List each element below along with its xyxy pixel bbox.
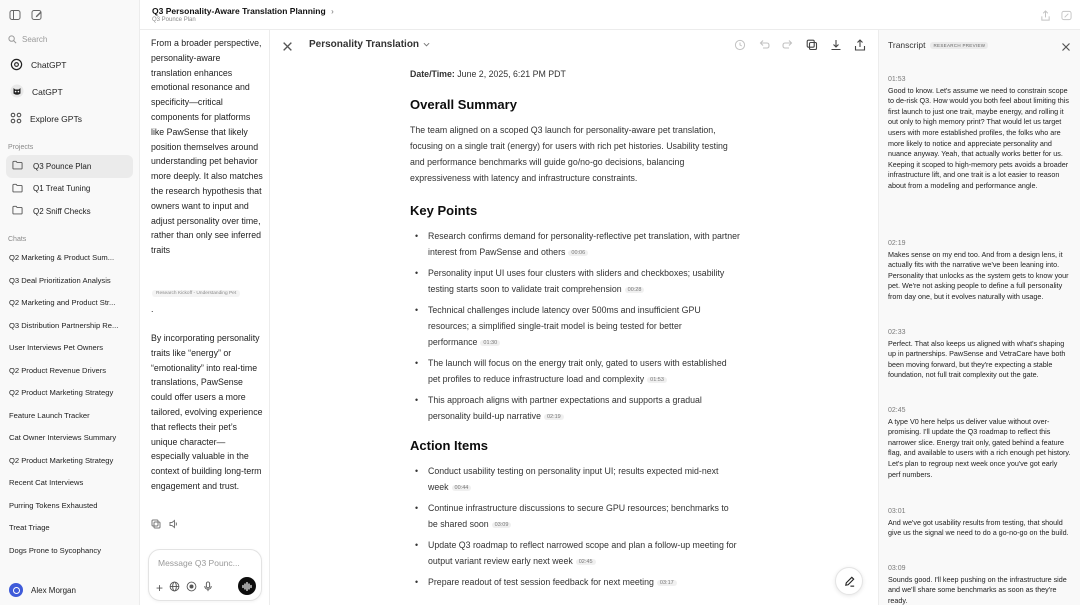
record-icon[interactable]	[186, 579, 197, 597]
grid-icon	[10, 112, 22, 126]
chat-history-item[interactable]: Q2 Product Revenue Drivers	[9, 365, 107, 375]
segment-timestamp[interactable]: 02:33	[888, 329, 906, 336]
folder-icon	[12, 205, 23, 217]
chat-history-item[interactable]: Q2 Marketing and Product Str...	[9, 298, 116, 308]
sidebar-item-label: ChatGPT	[31, 60, 67, 70]
project-item-q3-pounce-plan[interactable]	[6, 155, 133, 178]
voice-mode-button[interactable]	[238, 577, 256, 595]
transcript-title: Transcript	[888, 40, 926, 50]
segment-timestamp[interactable]: 03:09	[888, 565, 906, 572]
datetime-value: June 2, 2025, 6:21 PM PDT	[457, 69, 566, 79]
chat-history-item[interactable]: Q2 Product Marketing Strategy	[9, 388, 114, 398]
key-point-text: Personality input UI uses four clusters with sliders and checkboxes; usability testing starts soon to validate trait comprehension	[428, 268, 725, 294]
microphone-icon[interactable]	[203, 579, 213, 597]
header-actions	[1040, 8, 1072, 26]
segment-text: Makes sense on my end too. And from a design lens, it actually fits with the narrative we've been leaning into. Personality that unlocks as the system gets to know your pet. We're not asking people to define a full personality from day one, but it evolves naturally with usage.	[888, 249, 1069, 301]
key-point-text: The launch will focus on the energy trait only, gated to users with established pet profiles to reduce infrastructure load and complexity	[428, 358, 727, 384]
segment-timestamp[interactable]: 02:45	[888, 407, 906, 414]
avatar	[9, 583, 23, 597]
user-name: Alex Morgan	[31, 585, 76, 595]
cat-avatar-icon	[10, 84, 24, 100]
transcript-segment	[888, 507, 1071, 539]
canvas-toolbar	[734, 38, 866, 56]
sidebar-search[interactable]	[0, 30, 139, 48]
chat-history-item[interactable]: Dogs Prone to Sycophancy	[9, 545, 102, 555]
download-icon[interactable]	[830, 38, 842, 56]
canvas-title[interactable]	[309, 39, 430, 50]
key-point-text: Research confirms demand for personality-reflective pet translation, with partner interest from PawSense and others	[428, 231, 740, 257]
copy-icon[interactable]	[806, 38, 818, 56]
timestamp-chip[interactable]: 01:53	[647, 377, 667, 383]
chat-history-item[interactable]: Recent Cat Interviews	[9, 478, 84, 488]
chevron-right-icon: ›	[331, 6, 334, 16]
segment-text: Perfect. That also keeps us aligned with what's shaping up in partnerships. PawSense and VetraCare have both been moving forward, but they're expecting a stable foundation, not full trait complexity out the gate.	[888, 338, 1066, 380]
chat-history-item[interactable]: Feature Launch Tracker	[9, 410, 90, 420]
canvas-panel	[270, 30, 878, 605]
transcript-segment	[888, 564, 1071, 605]
plus-icon[interactable]: +	[156, 581, 164, 595]
page-title-text: Q3 Personality-Aware Translation Planning	[152, 6, 326, 16]
timestamp-chip[interactable]: 00:44	[452, 485, 472, 491]
message-composer[interactable]	[148, 549, 262, 601]
sidebar-item-catgpt[interactable]	[0, 79, 139, 105]
message-actions	[151, 516, 179, 534]
segment-text: A type V0 here helps us deliver value without over-promising. I'll update the Q3 roadmap to reflect this narrower slice. Energy trait only, gated behind a feature flag, and available to users with a rich enough pet history. Let's plan to regroup next week once you've got early perf numbers.	[888, 416, 1071, 479]
transcript-panel	[878, 30, 1080, 605]
assistant-message-paragraph: By incorporating personality traits like “energy” or “emotionality” into real-time translations, PawSense could offer users a more tailored, evolving experience that reflects their pet’s unique character—especially valuable in the context of building long-term engagement and trust.	[151, 333, 263, 491]
summary-heading: Overall Summary	[410, 97, 517, 112]
composer-tools	[156, 579, 213, 597]
action-items-list	[410, 463, 740, 591]
chat-history-item[interactable]: Purring Tokens Exhausted	[9, 500, 98, 510]
copy-icon[interactable]	[151, 516, 161, 534]
sidebar-item-explore-gpts[interactable]	[0, 106, 139, 132]
project-label: Q2 Sniff Checks	[33, 206, 91, 216]
chat-history-item[interactable]: Q2 Product Marketing Strategy	[9, 455, 114, 465]
list-item	[410, 392, 740, 425]
search-icon	[8, 35, 17, 44]
key-points-heading: Key Points	[410, 203, 478, 218]
share-icon[interactable]	[1040, 8, 1051, 26]
list-item	[410, 228, 740, 261]
user-profile[interactable]	[0, 575, 140, 605]
share-icon[interactable]	[854, 38, 866, 56]
key-point-text: This approach aligns with partner expectations and supports a gradual personality build-up narrative	[428, 395, 702, 421]
timestamp-chip[interactable]: 03:09	[492, 522, 512, 528]
toggle-sidebar-icon[interactable]	[6, 6, 24, 24]
list-item	[410, 302, 740, 351]
chat-pane	[140, 30, 270, 605]
project-label: Q3 Pounce Plan	[33, 161, 92, 171]
chat-history-item[interactable]: Treat Triage	[9, 523, 50, 533]
status-badge: RESEARCH PREVIEW	[930, 42, 988, 49]
folder-icon	[12, 183, 23, 195]
sidebar-item-label: CatGPT	[32, 87, 63, 97]
chat-history-item[interactable]: Q3 Deal Prioritization Analysis	[9, 275, 111, 285]
sidebar	[0, 0, 140, 605]
undo-icon[interactable]	[758, 38, 770, 56]
assistant-message-paragraph: From a broader perspective, personality-aware translation enhances emotional resonance and specificity—critical components for platforms like PawSense that likely position themselves around understanding pet behavior more deeply. It also matches the research hypothesis that owners want to input and adjust personality over time, rather than only see inferred traits	[151, 38, 263, 256]
sidebar-item-label: Explore GPTs	[30, 114, 82, 124]
openai-logo-icon	[10, 58, 23, 73]
segment-timestamp[interactable]: 01:53	[888, 76, 906, 83]
sidebar-item-chatgpt[interactable]	[0, 52, 139, 78]
list-item	[410, 355, 740, 388]
canvas-title-text: Personality Translation	[309, 39, 420, 50]
action-items-heading: Action Items	[410, 438, 489, 453]
new-chat-icon[interactable]	[28, 6, 46, 24]
list-item	[410, 265, 740, 298]
chat-history-list	[0, 247, 139, 562]
chat-history-item[interactable]: Q3 Distribution Partnership Re...	[9, 320, 119, 330]
page-title[interactable]	[152, 6, 334, 16]
close-transcript-icon[interactable]	[1061, 39, 1071, 57]
timestamp-chip[interactable]: 02:45	[576, 559, 596, 565]
timestamp-chip[interactable]: 00:06	[568, 250, 588, 256]
sidebar-top-bar	[0, 0, 139, 30]
transcript-segment	[888, 406, 1071, 480]
segment-timestamp[interactable]: 02:19	[888, 240, 906, 247]
globe-icon[interactable]	[169, 579, 180, 597]
transcript-segment	[888, 239, 1071, 303]
new-window-icon[interactable]	[1061, 8, 1072, 26]
action-item-text: Conduct usability testing on personality input UI; results expected mid-next week	[428, 466, 719, 492]
timestamp-chip[interactable]: 03:17	[657, 580, 677, 586]
datetime-label: Date/Time:	[410, 69, 455, 79]
breadcrumb[interactable]: Q3 Pounce Plan	[152, 17, 196, 23]
chat-history-item[interactable]: User Interviews Pet Owners	[9, 343, 104, 353]
pencil-icon	[843, 575, 856, 588]
close-canvas-icon[interactable]	[282, 39, 293, 57]
edit-suggestions-button[interactable]	[835, 567, 863, 595]
segment-timestamp[interactable]: 03:01	[888, 508, 906, 515]
folder-icon	[12, 160, 23, 172]
chat-history-item[interactable]: Cat Owner Interviews Summary	[9, 433, 117, 443]
projects-heading: Projects	[8, 144, 34, 151]
project-item-q1-treat-tuning[interactable]	[6, 178, 133, 201]
action-item-text: Continue infrastructure discussions to secure GPU resources; benchmarks to be shared soon	[428, 503, 729, 529]
source-citation-tag[interactable]: Research Kickoff - Understanding Pet	[152, 290, 240, 297]
history-icon[interactable]	[734, 38, 746, 56]
timestamp-chip[interactable]: 02:19	[544, 414, 564, 420]
read-aloud-icon[interactable]	[169, 516, 179, 534]
transcript-segment	[888, 75, 1071, 192]
project-item-q2-sniff-checks[interactable]	[6, 200, 133, 223]
summary-paragraph: The team aligned on a scoped Q3 launch for personality-aware pet translation, focusing on a single trait (energy) for users with rich pet histories. Usability testing and performance benchmarks will guide go/no-go decisions, balancing expressiveness with latency and infrastructure constraints.	[410, 125, 728, 183]
key-point-text: Technical challenges include latency over 500ms and insufficient GPU resources; a simplified single-trait model is being tested for better performance	[428, 305, 701, 347]
chevron-down-icon	[423, 39, 430, 50]
segment-text: And we've got usability results from testing, that should give us the signal we need to do a go-no-go on the build.	[888, 517, 1069, 538]
message-punctuation: .	[151, 304, 154, 314]
list-item	[410, 537, 740, 570]
key-points-list	[410, 228, 740, 425]
chats-heading: Chats	[8, 235, 27, 243]
top-header	[140, 0, 1080, 30]
chat-history-item[interactable]: Q2 Marketing & Product Sum...	[9, 253, 115, 263]
segment-text: Good to know. Let's assume we need to constrain scope to de-risk Q3. How would you both feel about limiting this first launch to just one trait, maybe energy, and rolling it out only to high memory print? That would let us target users with more established profiles, the folks who are more likely to notice and appreciate personality and nuance anyway. Yeah, that actually works better for us. Keeping it scoped to high-memory pets avoids a broader infrastructure lift, and one trait is a lot easier to reason about from a modeling and performance angle.	[888, 85, 1069, 190]
composer-input[interactable]: Message Q3 Pounc...	[158, 558, 240, 568]
list-item	[410, 500, 740, 533]
list-item	[410, 463, 740, 496]
waveform-icon	[242, 582, 252, 591]
action-item-text: Prepare readout of test session feedback for next meeting	[428, 577, 654, 587]
search-placeholder: Search	[22, 34, 48, 44]
transcript-segment	[888, 328, 1071, 381]
list-item	[410, 574, 740, 591]
timestamp-chip[interactable]: 01:30	[480, 340, 500, 346]
timestamp-chip[interactable]: 00:28	[625, 287, 645, 293]
transcript-header	[888, 40, 988, 50]
segment-text: Sounds good. I'll keep pushing on the infrastructure side and we'll share some benchmarks as soon as they're ready.	[888, 574, 1067, 605]
meeting-datetime	[410, 66, 740, 82]
action-item-text: Update Q3 roadmap to reflect narrowed scope and plan a follow-up meeting for output variant review early next week	[428, 540, 737, 566]
redo-icon[interactable]	[782, 38, 794, 56]
project-label: Q1 Treat Tuning	[33, 184, 91, 194]
